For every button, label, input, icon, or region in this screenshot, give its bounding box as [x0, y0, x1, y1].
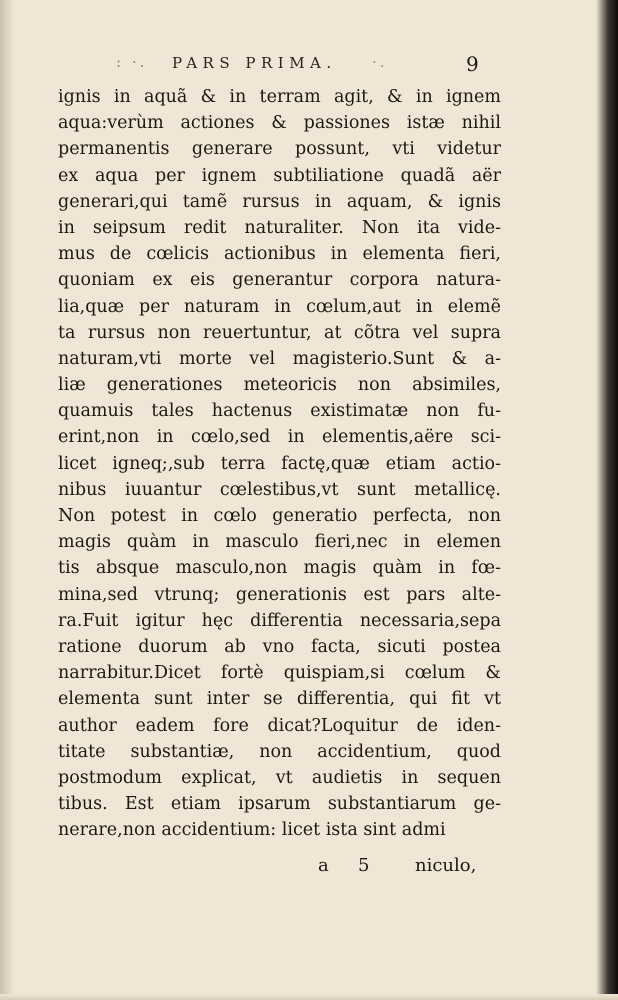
- text-line: tibus. Est etiam ipsarum substantiarum ge-: [58, 794, 501, 815]
- text-line: aqua:verùm actiones & passiones istæ nihil: [58, 113, 501, 134]
- text-line: magis quàm in masculo fieri,nec in elemen: [58, 532, 501, 553]
- page-footer: [0, 855, 618, 885]
- text-line: naturam,vti morte vel magisterio.Sunt & a-: [58, 348, 501, 369]
- body-text: [58, 84, 501, 843]
- text-line: narrabitur.Dicet fortè quispiam,si cœlum &: [58, 663, 501, 684]
- text-line: ignis in aquã & in terram agit, & in ignem: [58, 87, 501, 107]
- signature-number: 5: [358, 855, 370, 876]
- signature-mark: a: [318, 855, 333, 876]
- text-line: nibus iuuantur cœlestibus,vt sunt metallicę.: [58, 479, 501, 500]
- text-line: in seipsum redit naturaliter. Non ita vide-: [58, 217, 501, 238]
- text-line: Non potest in cœlo generatio perfecta, non: [58, 506, 501, 526]
- text-line: titate substantiæ, non accidentium, quod: [58, 741, 501, 762]
- text-line: erint,non in cœlo,sed in elementis,aëre sci-: [58, 427, 501, 448]
- text-line: quamuis tales hactenus existimatæ non fu-: [58, 401, 501, 422]
- text-line: lia,quæ per naturam in cœlum,aut in elemẽ: [58, 296, 501, 317]
- text-line: permanentis generare possunt, vti videtur: [58, 139, 501, 160]
- running-head: [0, 52, 618, 78]
- text-line: elementa sunt inter se differentia, qui fit vt: [58, 689, 501, 710]
- catchword: niculo,: [415, 855, 477, 876]
- text-line: mus de cœlicis actionibus in elementa fieri,: [58, 244, 501, 265]
- running-head-title: PARS PRIMA.: [172, 54, 337, 72]
- text-line: ex aqua per ignem subtiliatione quadã aër: [58, 165, 501, 186]
- text-line: mina,sed vtrunq; generationis est pars alte-: [58, 584, 501, 605]
- head-ornament-right: ·.: [372, 53, 388, 71]
- text-line: tis absque masculo,non magis quàm in fœ-: [58, 558, 501, 579]
- head-ornament-left: : ·.: [116, 53, 148, 71]
- text-line: licet igneq;,sub terra factę,quæ etiam actio-: [58, 453, 501, 474]
- text-line: ra.Fuit igitur hęc differentia necessaria,sepa: [58, 610, 501, 631]
- text-line: author eadem fore dicat?Loquitur de iden-: [58, 715, 501, 736]
- text-line: ratione duorum ab vno facta, sicuti postea: [58, 636, 501, 657]
- page-edge-shadow: [596, 0, 618, 1000]
- text-line: nerare,non accidentium: licet ista sint admi: [58, 820, 446, 841]
- text-line: ta rursus non reuertuntur, at cõtra vel supra: [58, 322, 501, 343]
- page-bottom-edge: [0, 994, 618, 1000]
- text-line: generari,qui tamẽ rursus in aquam, & ignis: [58, 191, 501, 212]
- page-gutter: [0, 0, 14, 1000]
- text-line: liæ generationes meteoricis non absimiles,: [58, 375, 501, 396]
- text-line: postmodum explicat, vt audietis in sequen: [58, 767, 501, 788]
- text-line: quoniam ex eis generantur corpora natura-: [58, 270, 501, 291]
- page-number: 9: [466, 52, 479, 76]
